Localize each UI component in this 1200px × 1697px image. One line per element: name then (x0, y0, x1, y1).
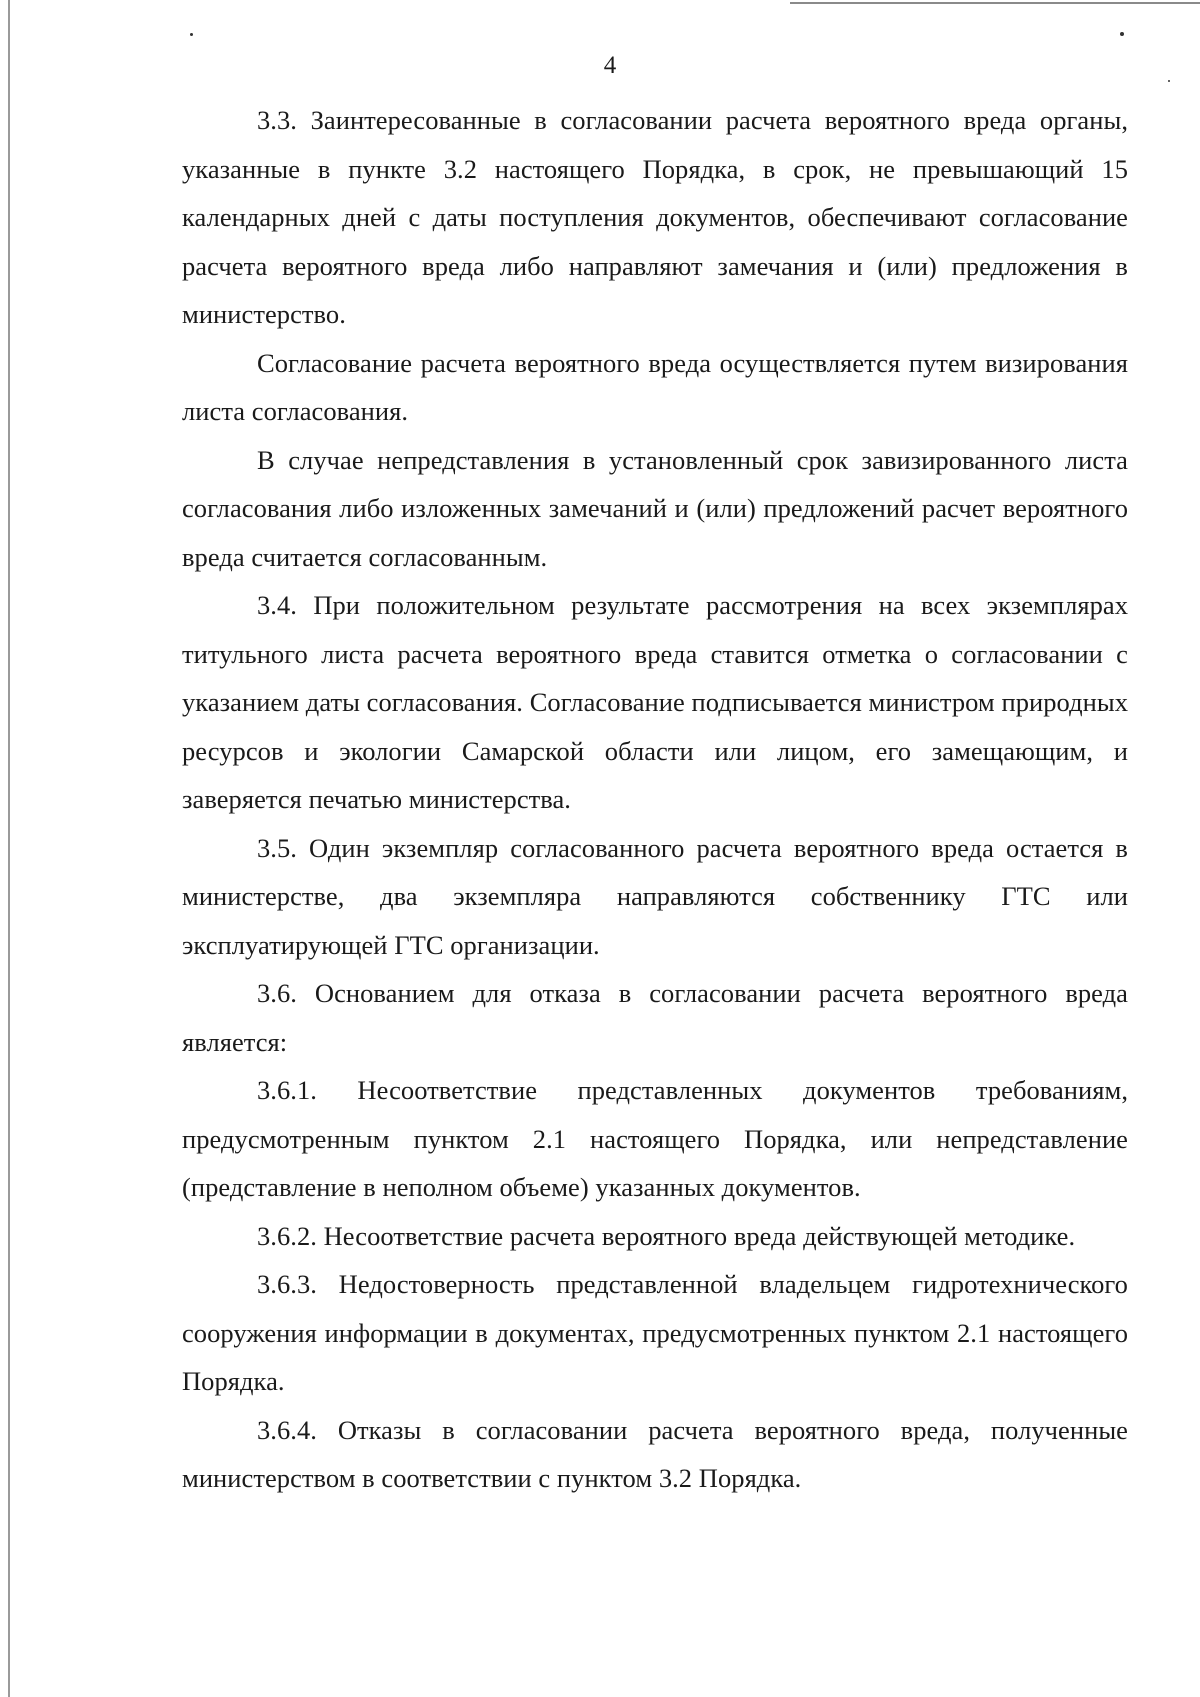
paragraph-3-6-4: 3.6.4. Отказы в согласовании расчета вероятного вреда, полученные министерством в соответствии с пунктом 3.2 Порядка. (182, 1414, 1128, 1493)
scan-speck (1168, 80, 1170, 82)
paragraph-3-6-2: 3.6.2. Несоответствие расчета вероятного вреда действующей методике. (257, 1220, 1076, 1251)
paragraph-3-3: 3.3. Заинтересованные в согласовании расчета вероятного вреда органы, указанные в пункте 3.2 настоящего Порядка, в срок, не превышающий 15 календарных дней с даты поступления документов, обеспечивают согласование расчета вероятного вреда либо направляют замечания и (или) предложения в министерство. (182, 105, 1128, 329)
paragraph-3-6: 3.6. Основанием для отказа в согласовании расчета вероятного вреда является: (182, 978, 1128, 1057)
paragraph-3-4: 3.4. При положительном результате рассмотрения на всех экземплярах титульного листа расчета вероятного вреда ставится отметка о согласовании с указанием даты согласования. Согласование подписывается министром природных ресурсов и экологии Самарской области или лицом, его замещающим, и заверяется печатью министерства. (182, 590, 1128, 814)
scan-speck (190, 33, 193, 36)
paragraph-3-6-1: 3.6.1. Несоответствие представленных документов требованиям, предусмотренным пунктом 2.1 настоящего Порядка, или непредставление (представление в неполном объеме) указанных документов. (182, 1075, 1128, 1202)
scan-speck (1120, 32, 1124, 36)
paragraph-deemed-approved: В случае непредставления в установленный срок завизированного листа согласования либо изложенных замечаний и (или) предложений расчет вероятного вреда считается согласованным. (182, 444, 1128, 572)
paragraph-3-6-3: 3.6.3. Недостоверность представленной владельцем гидротехнического сооружения информации в документах, предусмотренных пунктом 2.1 настоящего Порядка. (182, 1269, 1128, 1396)
page-left-edge (8, 0, 10, 1697)
paragraph-3-5: 3.5. Один экземпляр согласованного расчета вероятного вреда остается в министерстве, два экземпляра направляются собственнику ГТС или эксплуатирующей ГТС организации. (182, 832, 1128, 960)
page-number: 4 (603, 52, 617, 79)
document-body (182, 96, 1128, 1503)
paragraph-approval-method: Согласование расчета вероятного вреда осуществляется путем визирования листа согласования. (182, 347, 1128, 426)
page-top-edge (790, 2, 1200, 4)
